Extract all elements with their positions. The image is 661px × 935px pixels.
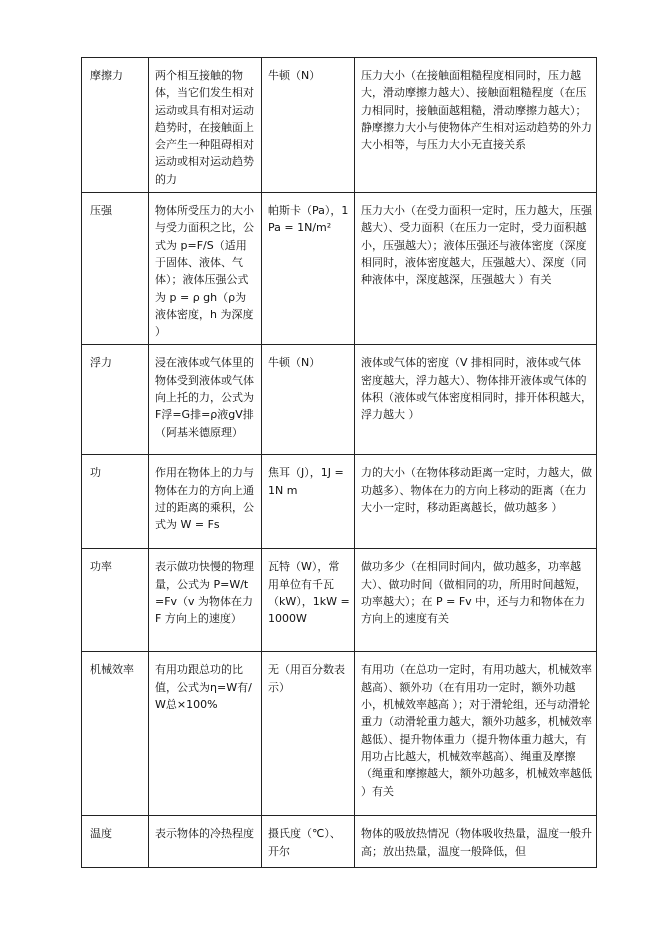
unit-cell: 摄氏度（℃）、开尔 [262, 816, 355, 868]
table-row [82, 345, 597, 455]
factors-cell: 压力大小（在接触面粗糙程度相同时，压力越大，滑动摩擦力越大）、接触面粗糙程度（在压力相同时，接触面越粗糙，滑动摩擦力越大）；静摩擦力大小与使物体产生相对运动趋势的外力大小相等，与压力大小无直接关系 [355, 58, 597, 193]
table-row [82, 58, 597, 193]
term-cell: 机械效率 [82, 652, 149, 816]
physics-quantities-table [81, 57, 597, 868]
table-row [82, 455, 597, 549]
definition-cell: 有用功跟总功的比值，公式为η=W有/W总×100% [149, 652, 262, 816]
table-row [82, 816, 597, 868]
definition-cell: 浸在液体或气体里的物体受到液体或气体向上托的力，公式为 F浮=G排=ρ液gV排（阿基米德原理） [149, 345, 262, 455]
definition-cell: 两个相互接触的物体，当它们发生相对运动或具有相对运动趋势时，在接触面上会产生一种阻碍相对运动或相对运动趋势的力 [149, 58, 262, 193]
term-cell: 温度 [82, 816, 149, 868]
definition-cell: 物体所受压力的大小与受力面积之比，公式为 p=F/S（适用于固体、液体、气体）；液体压强公式为 p = ρ gh（ρ为液体密度，h 为深度 ） [149, 193, 262, 345]
factors-cell: 物体的吸放热情况（物体吸收热量，温度一般升高；放出热量，温度一般降低，但 [355, 816, 597, 868]
unit-cell: 牛顿（N） [262, 345, 355, 455]
unit-cell: 牛顿（N） [262, 58, 355, 193]
definition-cell: 表示做功快慢的物理量，公式为 P=W/t=Fv（v 为物体在力 F 方向上的速度） [149, 549, 262, 652]
unit-cell: 瓦特（W），常用单位有千瓦（kW），1kW = 1000W [262, 549, 355, 652]
unit-cell: 帕斯卡（Pa），1Pa = 1N/m² [262, 193, 355, 345]
table-row [82, 193, 597, 345]
factors-cell: 做功多少（在相同时间内，做功越多，功率越大）、做功时间（做相同的功，所用时间越短，功率越大）；在 P = Fv 中，还与力和物体在力方向上的速度有关 [355, 549, 597, 652]
table-row [82, 652, 597, 816]
term-cell: 功 [82, 455, 149, 549]
table-row [82, 549, 597, 652]
factors-cell: 力的大小（在物体移动距离一定时，力越大，做功越多）、物体在力的方向上移动的距离（在力大小一定时，移动距离越长，做功越多 ） [355, 455, 597, 549]
unit-cell: 无（用百分数表示） [262, 652, 355, 816]
term-cell: 摩擦力 [82, 58, 149, 193]
factors-cell: 有用功（在总功一定时，有用功越大，机械效率越高）、额外功（在有用功一定时，额外功越小，机械效率越高 ）；对于滑轮组，还与动滑轮重力（动滑轮重力越大，额外功越多，机械效率越低）、提升物体重力（提升物体重力越大，有用功占比越大，机械效率越高）、绳重及摩擦（绳重和摩擦越大，额外功越多，机械效率越低 ）有关 [355, 652, 597, 816]
factors-cell: 液体或气体的密度（V 排相同时，液体或气体密度越大，浮力越大）、物体排开液体或气体的体积（液体或气体密度相同时，排开体积越大，浮力越大 ） [355, 345, 597, 455]
unit-cell: 焦耳（J），1J = 1N m [262, 455, 355, 549]
definition-cell: 作用在物体上的力与物体在力的方向上通过的距离的乘积，公式为 W = Fs [149, 455, 262, 549]
term-cell: 浮力 [82, 345, 149, 455]
factors-cell: 压力大小（在受力面积一定时，压力越大，压强越大）、受力面积（在压力一定时，受力面积越小，压强越大）；液体压强还与液体密度（深度相同时，液体密度越大，压强越大）、深度（同种液体中，深度越深，压强越大 ）有关 [355, 193, 597, 345]
term-cell: 压强 [82, 193, 149, 345]
definition-cell: 表示物体的冷热程度 [149, 816, 262, 868]
term-cell: 功率 [82, 549, 149, 652]
